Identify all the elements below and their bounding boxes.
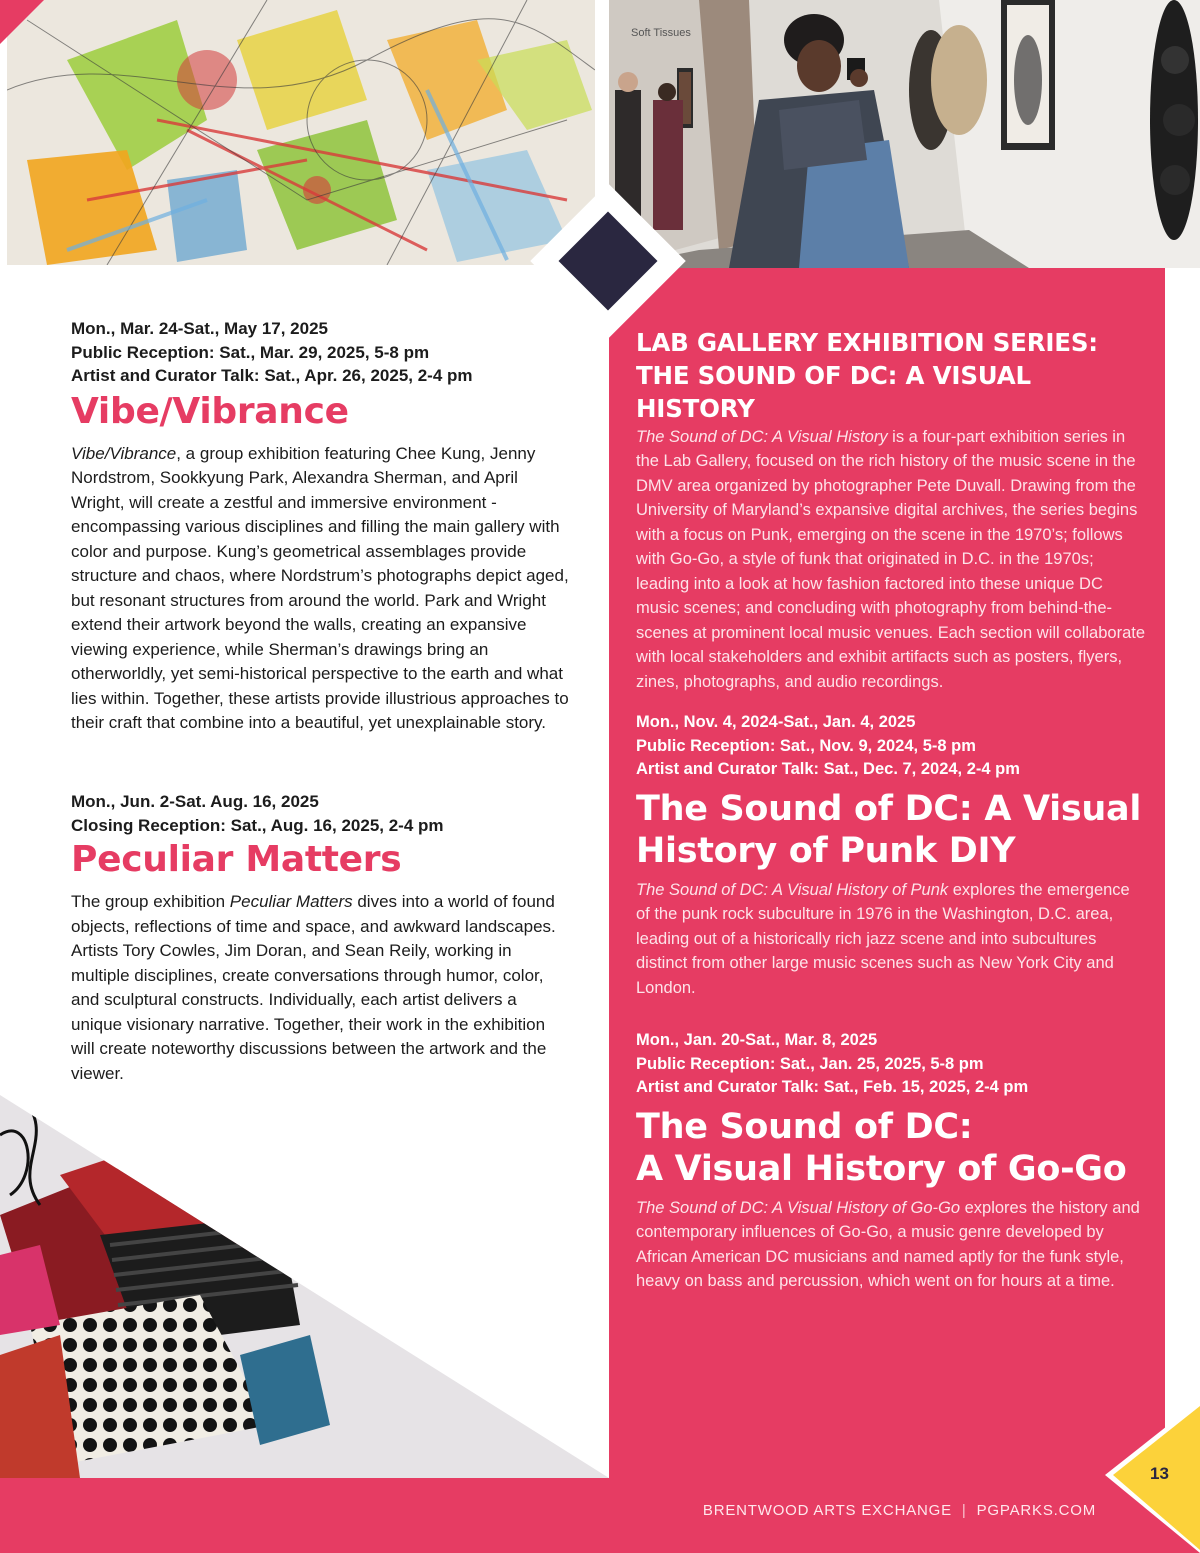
right-margin-strip — [1165, 268, 1200, 1408]
punk-section — [636, 711, 1146, 1000]
vibe-talk-date: Artist and Curator Talk: Sat., Apr. 26, 2025, 2-4 pm — [71, 366, 473, 385]
gogo-reception-date: Public Reception: Sat., Jan. 25, 2025, 5-8 pm — [636, 1054, 984, 1073]
peculiar-matters-collage-image — [0, 1095, 609, 1478]
footer-credits — [703, 1502, 1096, 1519]
page-number: 13 — [1150, 1464, 1169, 1483]
gogo-description-italic: The Sound of DC: A Visual History of Go-Go — [636, 1198, 961, 1217]
vibe-reception-date: Public Reception: Sat., Mar. 29, 2025, 5-8 pm — [71, 342, 430, 362]
punk-dates — [636, 711, 1146, 782]
series-description-text: is a four-part exhibition series in the Lab Gallery, focused on the rich history of the music scene in the DMV area organized by photographer Pete Duvall. Drawing from the University of Maryland’s expansive digital archives, the series begins with a focus on Punk, emerging on the scene in the 1970’s; follows with Go-Go, a style of funk that originated in D.C. in the 1970s; leading into a look at how fashion factored into these unique DC music scenes; and concluding with photography from behind-the-scenes at prominent local music venues. Each section will collaborate with local stakeholders and exhibit artifacts such as posters, flyers, zines, photographs, and audio recordings. — [636, 427, 1146, 691]
vibe-vibrance-section — [71, 317, 571, 736]
peculiar-closing-date: Closing Reception: Sat., Aug. 16, 2025, 2-4 pm — [71, 815, 444, 835]
vibe-description — [71, 442, 571, 736]
gogo-title-line2: A Visual History of Go-Go — [636, 1148, 1127, 1189]
punk-title-line2: History of Punk DIY — [636, 830, 1016, 871]
vibe-description-italic: Vibe/Vibrance — [71, 443, 177, 463]
punk-title — [636, 788, 1146, 872]
gallery-visitor-photo — [609, 0, 1200, 268]
gogo-section — [636, 1029, 1146, 1294]
punk-description — [636, 878, 1146, 1001]
series-description-italic: The Sound of DC: A Visual History — [636, 427, 888, 446]
peculiar-matters-section — [71, 790, 571, 1086]
peculiar-dates — [71, 790, 571, 837]
gogo-title — [636, 1106, 1146, 1190]
punk-description-text: explores the emergence of the punk rock subculture in 1976 in the Washington, D.C. area, leading out of a historically rich jazz scene and into subcultures distinct from other large music scenes such as New York City and London. — [636, 880, 1130, 997]
punk-talk-date: Artist and Curator Talk: Sat., Dec. 7, 2024, 2-4 pm — [636, 760, 1020, 778]
lab-gallery-series-section — [636, 326, 1146, 694]
footer-organization: BRENTWOOD ARTS EXCHANGE — [702, 1502, 952, 1519]
page-footer — [0, 1478, 1200, 1553]
vibe-dates — [71, 317, 571, 388]
series-description — [636, 425, 1146, 695]
peculiar-description-pre: The group exhibition — [71, 892, 230, 911]
wall-sign-text: Soft Tissues — [631, 27, 691, 39]
gogo-description-text: explores the history and contemporary influences of Go-Go, a music genre developed by African American DC musicians and named aptly for the funk style, heavy on bass and percussion, which went on for hours at a time. — [636, 1198, 1140, 1290]
punk-run-dates: Mon., Nov. 4, 2024-Sat., Jan. 4, 2025 — [636, 713, 916, 731]
series-heading — [636, 326, 1146, 425]
vibe-title: Vibe/Vibrance — [71, 390, 349, 432]
pink-corner-accent — [0, 0, 44, 44]
vibe-run-dates: Mon., Mar. 24-Sat., May 17, 2025 — [71, 319, 329, 338]
footer-separator: | — [961, 1502, 967, 1519]
series-heading-line2: THE SOUND OF DC: A VISUAL HISTORY — [636, 360, 1031, 423]
gogo-run-dates: Mon., Jan. 20-Sat., Mar. 8, 2025 — [636, 1031, 878, 1049]
punk-description-italic: The Sound of DC: A Visual History of Punk — [636, 880, 949, 899]
abstract-painting-image — [7, 0, 595, 265]
punk-reception-date: Public Reception: Sat., Nov. 9, 2024, 5-8 pm — [636, 736, 976, 755]
peculiar-title: Peculiar Matters — [71, 839, 402, 880]
gogo-description — [636, 1196, 1146, 1294]
gogo-dates — [636, 1029, 1146, 1100]
peculiar-run-dates: Mon., Jun. 2-Sat. Aug. 16, 2025 — [71, 792, 319, 811]
punk-title-line1: The Sound of DC: A Visual — [636, 788, 1142, 829]
peculiar-description — [71, 890, 571, 1086]
gogo-talk-date: Artist and Curator Talk: Sat., Feb. 15, 2025, 2-4 pm — [636, 1078, 1029, 1096]
series-heading-line1: LAB GALLERY EXHIBITION SERIES: — [636, 328, 1098, 357]
footer-website-link[interactable]: PGPARKS.COM — [976, 1502, 1096, 1519]
peculiar-description-text: dives into a world of found objects, reflections of time and space, and awkward landscapes. Artists Tory Cowles, Jim Doran, and Sean Reily, working in multiple disciplines, create conversations through humor, color, and sculptural constructs. Individually, each artist delivers a unique visionary narrative. Together, their work in the exhibition will create noteworthy discussions between the artwork and the viewer. — [71, 892, 556, 1083]
gogo-title-line1: The Sound of DC: — [636, 1106, 973, 1147]
vibe-description-text: , a group exhibition featuring Chee Kung, Jenny Nordstrom, Sookkyung Park, Alexandra Sherman, and April Wright, will create a zestful and immersive environment - encompassing various disciplines and filling the main gallery with color and purpose. Kung’s geometrical assemblages provide structure and chaos, where Nordstrum’s photographs depict aged, but resonant structures from around the world. Park and Wright extend their artwork beyond the walls, creating an expansive viewing experience, while Sherman’s drawings bring an otherworldly, yet semi-historical perspective to the earth and what lies within. Together, these artists provide illustrious approaches to their craft that combine into a beautiful, yet unexplainable story. — [71, 443, 569, 732]
peculiar-description-italic: Peculiar Matters — [229, 892, 353, 911]
